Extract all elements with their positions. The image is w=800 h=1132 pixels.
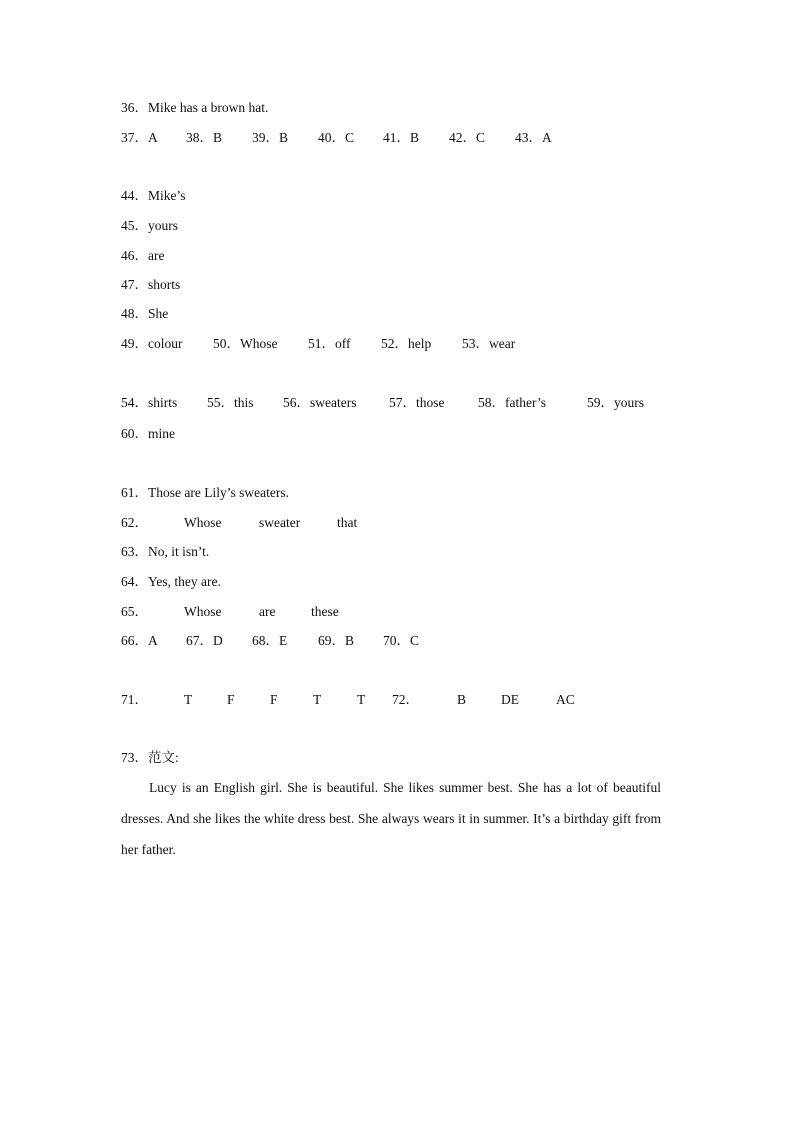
answer-64: 64．Yes, they are. [121,574,221,589]
answer-41: 41．B [383,130,420,145]
answer-43: 43．A [515,130,552,145]
answer-71-item-2: F [227,692,235,707]
answer-51: 51．off [308,336,351,351]
answer-53: 53．wear [462,336,516,351]
answer-37: 37．A [121,130,158,145]
answer-72-number: 72． [392,692,419,707]
answer-61: 61．Those are Lily’s sweaters. [121,485,289,500]
answer-row-65 [121,603,421,621]
answer-60: 60．mine [121,426,175,441]
answer-55: 55．this [207,395,254,410]
answer-row-71-72 [121,691,601,709]
answer-62-word-3: that [337,515,358,530]
answer-39: 39．B [252,130,289,145]
answer-58: 58．father’s [478,395,546,410]
answer-65-word-2: are [259,604,276,619]
answer-71-item-1: T [184,692,193,707]
answer-48: 48．She [121,306,169,321]
answer-row-54-59 [121,394,661,412]
answer-72-item-2: DE [501,692,519,707]
answer-71-item-5: T [357,692,366,707]
answer-50: 50．Whose [213,336,278,351]
answer-67: 67．D [186,633,223,648]
answer-71-item-3: F [270,692,278,707]
model-essay: Lucy is an English girl. She is beautiful. She likes summer best. She has a lot of beautiful dresses. And she likes the white dress best. She always wears it in summer. It’s a birthday gift from her father. [121,780,661,857]
answer-62-word-2: sweater [259,515,301,530]
answer-row-49-53 [121,335,641,353]
answer-54: 54．shirts [121,395,178,410]
answer-65-number: 65． [121,604,148,619]
answer-56: 56．sweaters [283,395,357,410]
answer-47: 47．shorts [121,277,181,292]
answer-44: 44．Mike’s [121,188,186,203]
answer-59: 59．yours [587,395,644,410]
answer-45: 45．yours [121,218,178,233]
answer-72-item-3: AC [556,692,575,707]
answer-63: 63．No, it isn’t. [121,544,210,559]
answer-36: 36．Mike has a brown hat. [121,100,269,115]
answer-57: 57．those [389,395,445,410]
answer-71-item-4: T [313,692,322,707]
answer-68: 68．E [252,633,288,648]
answer-65-word-1: Whose [184,604,222,619]
answer-49: 49．colour [121,336,183,351]
answer-66: 66．A [121,633,158,648]
answer-42: 42．C [449,130,486,145]
answer-52: 52．help [381,336,432,351]
answer-row-66-70 [121,632,461,650]
answer-row-37-43 [121,129,641,147]
answer-65-word-3: these [311,604,339,619]
answer-70: 70．C [383,633,420,648]
answer-62-number: 62． [121,515,148,530]
answer-40: 40．C [318,130,355,145]
answer-38: 38．B [186,130,223,145]
answer-69: 69．B [318,633,355,648]
answer-71-number: 71． [121,692,148,707]
answer-46: 46．are [121,248,165,263]
answer-62-word-1: Whose [184,515,222,530]
answer-row-62 [121,514,421,532]
answer-72-item-1: B [457,692,467,707]
answer-73-label: 73．范文: [121,750,179,765]
